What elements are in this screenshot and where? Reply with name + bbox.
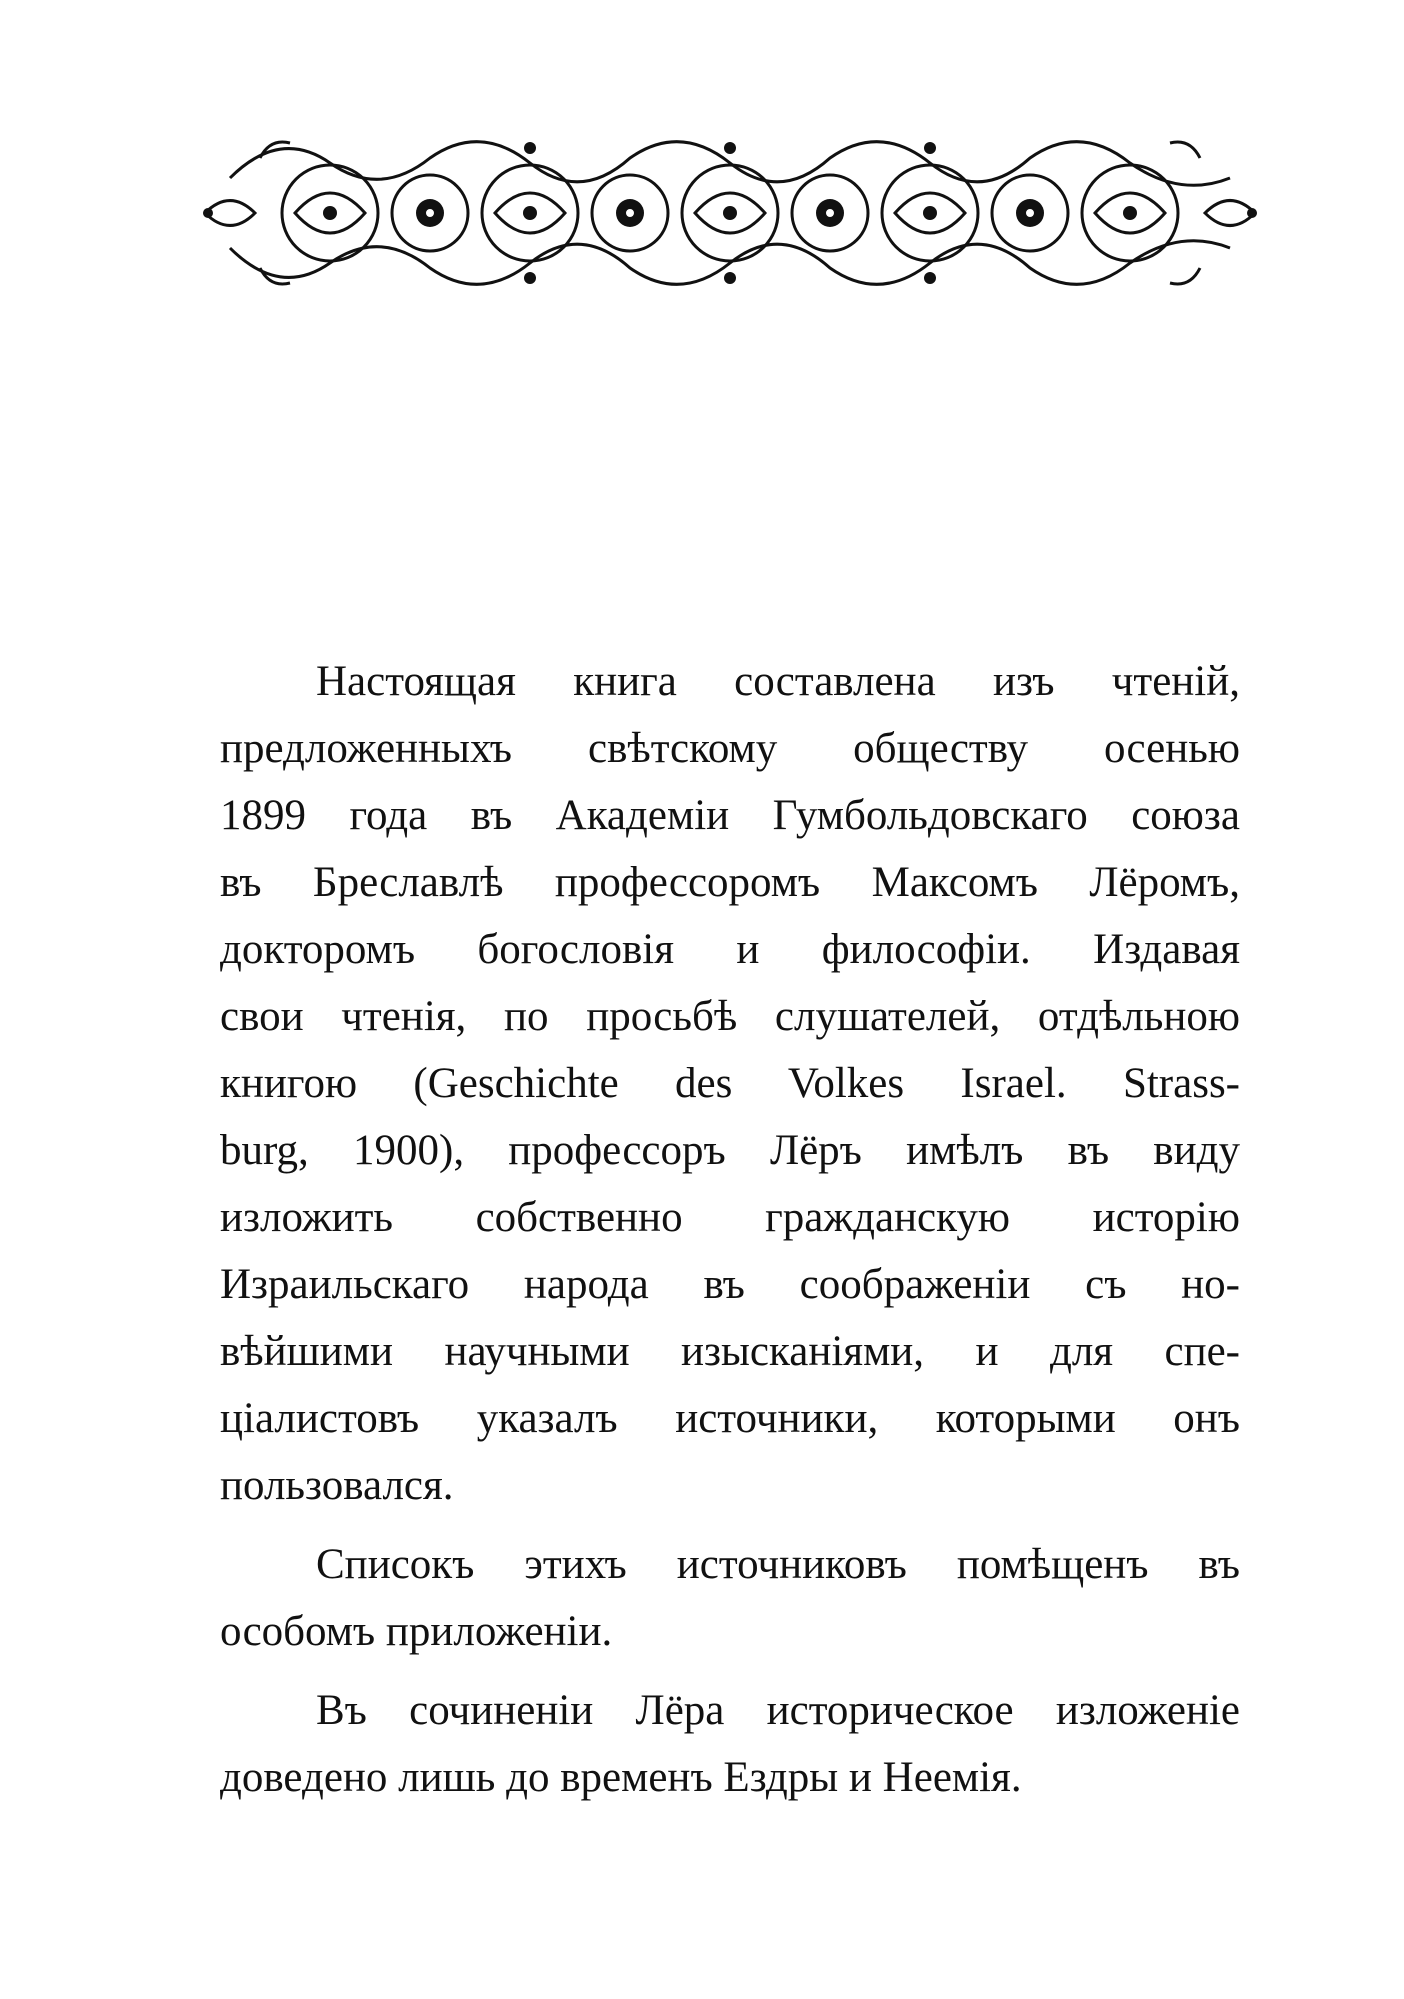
text-line: докторомъ богословія и философіи. Издавая [220,926,1240,973]
ornament-svg [200,118,1260,308]
text-line: доведено лишь до временъ Ездры и Неемія. [220,1754,1022,1801]
text-line: въ Бреславлѣ профессоромъ Максомъ Лёромъ, [220,859,1240,906]
paragraph [220,1677,1240,1811]
text-line: ціалистовъ указалъ источники, которыми онъ [220,1395,1240,1442]
text-line: пользовался. [220,1462,454,1509]
text-line: вѣйшими научными изысканіями, и для спе- [220,1328,1240,1375]
text-line: предложенныхъ свѣтскому обществу осенью [220,725,1240,772]
text-line: 1899 года въ Академіи Гумбольдовскаго союза [220,792,1240,839]
text-block [220,648,1240,1811]
text-line: burg, 1900), профессоръ Лёръ имѣлъ въ виду [220,1127,1240,1174]
text-line: книгою (Geschichte des Volkes Israel. Strass- [220,1060,1240,1107]
paragraph [220,1531,1240,1665]
text-line: Настоящая книга составлена изъ чтеній, [316,658,1240,705]
text-line: свои чтенія, по просьбѣ слушателей, отдѣльною [220,993,1240,1040]
text-line: Израильскаго народа въ соображеніи съ но- [220,1261,1240,1308]
text-line: Въ сочиненіи Лёра историческое изложеніе [316,1687,1240,1734]
text-line: особомъ приложеніи. [220,1608,613,1655]
text-line: изложить собственно гражданскую исторію [220,1194,1240,1241]
text-line: Списокъ этихъ источниковъ помѣщенъ въ [316,1541,1240,1588]
headpiece-ornament [200,118,1260,308]
paragraph [220,648,1240,1519]
